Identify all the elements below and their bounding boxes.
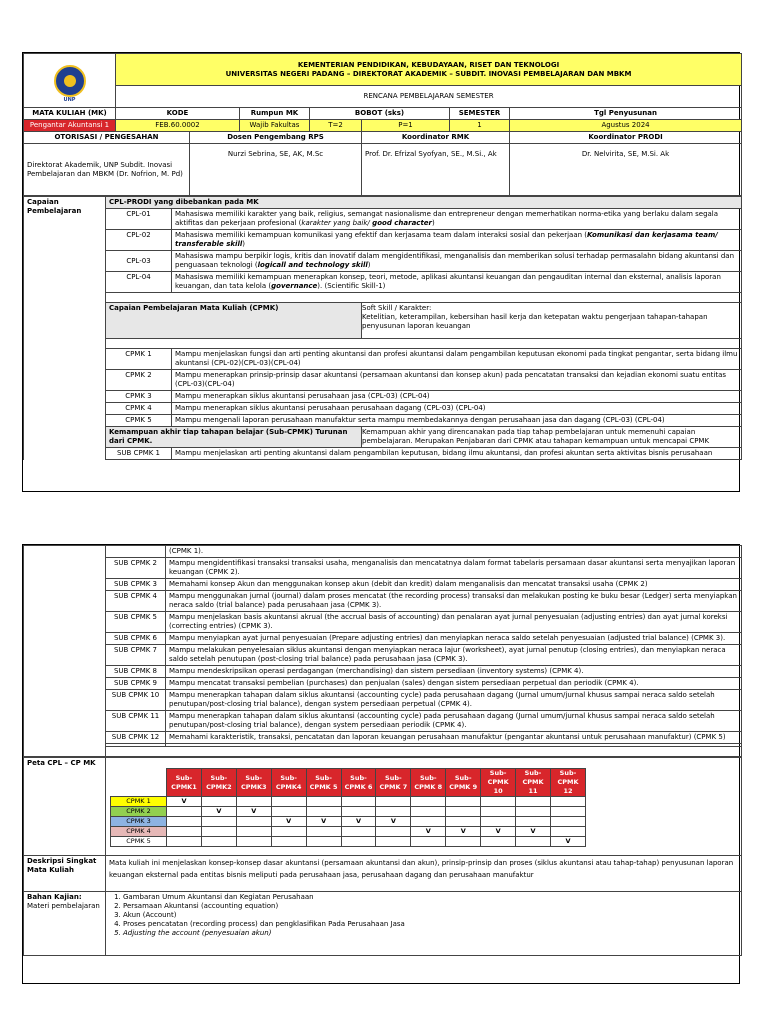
bahan-item: 3. Akun (Account) bbox=[123, 911, 738, 920]
map-cell bbox=[481, 817, 516, 827]
map-cell: V bbox=[411, 827, 446, 837]
bahan-list bbox=[123, 893, 738, 938]
prodi-label: Koordinator PRODI bbox=[510, 132, 742, 144]
course-date: Agustus 2024 bbox=[510, 120, 742, 132]
sub-cpmk-code: SUB CPMK 4 bbox=[106, 591, 166, 612]
course-name: Pengantar Akuntansi 1 bbox=[24, 120, 116, 132]
cpmk-code: CPMK 5 bbox=[106, 415, 172, 427]
col-mk: MATA KULIAH (MK) bbox=[24, 108, 116, 120]
unp-logo-icon: UNP bbox=[54, 65, 86, 97]
map-cell bbox=[411, 797, 446, 807]
sub-cpmk-text: Mampu menjelaskan basis akuntansi akrual (the accrual basis of accounting) dan penalaran ayat jurnal penyesuaian (adjusting entries) dan ayat jurnal koreksi (correcting entries) (CPMK 3). bbox=[166, 612, 742, 633]
map-cell bbox=[236, 817, 271, 827]
map-cell bbox=[201, 837, 236, 847]
map-cell bbox=[341, 827, 376, 837]
map-corner bbox=[111, 769, 167, 797]
soft-skill bbox=[362, 303, 742, 339]
cpl-text: Mahasiswa memiliki karakter yang baik, religius, semangat nasionalisme dan entrepreneur dengan memerhatikan norma-etika yang berlaku dalam segala aktifitas dan pekerjaan profesional (karakter yang baik/ good character) bbox=[172, 209, 742, 230]
col-semester: SEMESTER bbox=[450, 108, 510, 120]
map-row-label: CPMK 4 bbox=[111, 827, 167, 837]
spacer-row bbox=[106, 747, 742, 757]
col-rumpun: Rumpun MK bbox=[240, 108, 310, 120]
map-cell bbox=[306, 837, 341, 847]
map-cell bbox=[236, 827, 271, 837]
course-semester: 1 bbox=[450, 120, 510, 132]
sub-cpmk-code: SUB CPMK 8 bbox=[106, 666, 166, 678]
bahan-label: Bahan Kajian: bbox=[27, 893, 82, 901]
spacer-row bbox=[106, 339, 742, 349]
course-p: P=1 bbox=[362, 120, 450, 132]
map-col-header: Sub-CPMK 10 bbox=[481, 769, 516, 797]
bahan-label-cell bbox=[24, 892, 106, 956]
map-cell bbox=[411, 837, 446, 847]
cpmk-text: Mampu menerapkan siklus akuntansi perusahaan jasa (CPL-03) (CPL-04) bbox=[172, 391, 742, 403]
cpmk-text: Mampu menerapkan prinsip-prinsip dasar akuntansi (persamaan akuntansi dan konsep akun) pada pencatatan transaksi dan kejadian ekonomi suatu entitas (CPL-03)(CPL-04) bbox=[172, 370, 742, 391]
deskripsi-label: Deskripsi Singkat Mata Kuliah bbox=[24, 856, 106, 892]
cpmk-text: Mampu mengenali laporan perusahaan manufaktur serta mampu membedakannya dengan perusahaan jasa dan dagang (CPL-03) (CPL-04) bbox=[172, 415, 742, 427]
bahan-sublabel: Materi pembelajaran bbox=[27, 902, 100, 910]
soft-skill-text: Ketelitian, keterampilan, kebersihan hasil kerja dan ketepatan waktu pengerjaan tahapan-tahapan penyusunan laporan keuangan bbox=[362, 313, 708, 330]
otorisasi-value: Direktorat Akademik, UNP Subdit. Inovasi Pembelajaran dan MBKM (Dr. Nofrion, M. Pd) bbox=[24, 144, 190, 196]
map-col-header: Sub-CPMK 5 bbox=[306, 769, 341, 797]
map-col-header: Sub-CPMK 11 bbox=[516, 769, 551, 797]
course-t: T=2 bbox=[310, 120, 362, 132]
map-col-header: Sub-CPMK 12 bbox=[550, 769, 585, 797]
bahan-item: 2. Persamaan Akuntansi (accounting equation) bbox=[123, 902, 738, 911]
map-cell bbox=[446, 817, 481, 827]
soft-skill-label: Soft Skill / Karakter: bbox=[362, 304, 432, 312]
sub-cpmk-text: Memahami konsep Akun dan menggunakan konsep akun (debit dan kredit) dalam menganalisis dan mencatat transaksi usaha (CPMK 2) bbox=[166, 579, 742, 591]
col-tgl: Tgl Penyusunan bbox=[510, 108, 742, 120]
sub-cpmk-code: SUB CPMK 5 bbox=[106, 612, 166, 633]
cpmk-text: Mampu menjelaskan fungsi dan arti penting akuntansi dan profesi akuntansi dalam pengambilan keputusan ekonomi pada tingkat pengantar, serta bidang ilmu akuntansi (CPL-02)(CPL-03)(CPL-04) bbox=[172, 349, 742, 370]
map-row-label: CPMK 1 bbox=[111, 797, 167, 807]
map-col-header: Sub-CPMK 8 bbox=[411, 769, 446, 797]
map-cell bbox=[271, 827, 306, 837]
map-cell bbox=[306, 807, 341, 817]
bahan-item: 4. Proses pencatatan (recording process) dan pengklasifikan Pada Perusahaan Jasa bbox=[123, 920, 738, 929]
rmk-label: Koordinator RMK bbox=[362, 132, 510, 144]
map-cell bbox=[167, 807, 202, 817]
logo-cell bbox=[24, 54, 116, 108]
bahan-item: 5. Adjusting the account (penyesuaian akun) bbox=[123, 929, 738, 938]
map-cell bbox=[341, 807, 376, 817]
map-cell bbox=[516, 797, 551, 807]
sub-cpmk-code: SUB CPMK 11 bbox=[106, 711, 166, 732]
sub-cpmk-text: Mampu mencatat transaksi pembelian (purchases) dan penjualan (sales) dengan sistem persediaan perpetual dan periodik (CPMK 4). bbox=[166, 678, 742, 690]
map-cell bbox=[167, 827, 202, 837]
map-cell bbox=[376, 807, 411, 817]
map-cell bbox=[516, 817, 551, 827]
map-cell bbox=[271, 837, 306, 847]
sub-cpmk-code: SUB CPMK 9 bbox=[106, 678, 166, 690]
map-cell bbox=[236, 837, 271, 847]
sub-cpmk-text: Mampu melakukan penyelesaian siklus akuntansi dengan menyiapkan neraca lajur (worksheet), ayat jurnal penutup (closing entries), dan menyiapkan neraca saldo setelah penutupan (post-closing trial balance) pada perusahaan jasa (CPMK 3). bbox=[166, 645, 742, 666]
map-col-header: Sub-CPMK1 bbox=[167, 769, 202, 797]
cpl-heading: CPL-PRODI yang dibebankan pada MK bbox=[106, 197, 742, 209]
map-col-header: Sub-CPMK 9 bbox=[446, 769, 481, 797]
sub-cpmk-text: Mampu mengidentifikasi transaksi transaksi usaha, menganalisis dan mencatatnya dalam format tabelaris persamaan dasar akuntansi serta menyajikan laporan keuangan (CPMK 2). bbox=[166, 558, 742, 579]
map-col-header: Sub-CPMK4 bbox=[271, 769, 306, 797]
map-cell bbox=[481, 797, 516, 807]
map-cell bbox=[550, 817, 585, 827]
map-cell bbox=[481, 837, 516, 847]
map-cell bbox=[341, 797, 376, 807]
sub-cpmk-text: Mampu menyiapkan ayat jurnal penyesuaian (Prepare adjusting entries) dan menyiapkan neraca saldo setelah penyesuaian (adjusted trial balance) (CPMK 3). bbox=[166, 633, 742, 645]
map-cell bbox=[411, 817, 446, 827]
map-cell: V bbox=[236, 807, 271, 817]
col-bobot: BOBOT (sks) bbox=[310, 108, 450, 120]
map-col-header: Sub-CPMK 6 bbox=[341, 769, 376, 797]
header-table bbox=[23, 53, 742, 196]
cpmk-text: Mampu menerapkan siklus akuntansi perusahaan perusahaan dagang (CPL-03) (CPL-04) bbox=[172, 403, 742, 415]
map-cell bbox=[201, 817, 236, 827]
spacer-row bbox=[106, 293, 742, 303]
map-cell: V bbox=[341, 817, 376, 827]
sub-cpmk-code: SUB CPMK 7 bbox=[106, 645, 166, 666]
map-cell: V bbox=[446, 827, 481, 837]
sub-cpmk-text: (CPMK 1). bbox=[166, 546, 742, 558]
prodi-value: Dr. Nelvirita, SE, M.Si. Ak bbox=[510, 144, 742, 196]
map-cell bbox=[446, 797, 481, 807]
header-line-2: UNIVERSITAS NEGERI PADANG – DIREKTORAT AKADEMIK – SUBDIT. INOVASI PEMBELAJARAN DAN MBKM bbox=[225, 69, 632, 78]
capaian-table bbox=[23, 196, 742, 460]
peta-table bbox=[23, 757, 742, 956]
left-gutter bbox=[24, 546, 106, 757]
dosen-label: Dosen Pengembang RPS bbox=[190, 132, 362, 144]
map-cell bbox=[236, 797, 271, 807]
cpl-text: Mahasiswa mampu berpikir logis, kritis dan inovatif dalam mengidentifikasi, menganalisis dan memberikan solusi terhadap permasalahn bidang akuntansi dan penguasaan teknologi (logicall and technology skill) bbox=[172, 251, 742, 272]
page-1 bbox=[22, 52, 740, 492]
map-col-header: Sub-CPMK 7 bbox=[376, 769, 411, 797]
sub-cpmk-code: SUB CPMK 10 bbox=[106, 690, 166, 711]
cpl-code: CPL-03 bbox=[106, 251, 172, 272]
sub-cpmk-code: SUB CPMK 2 bbox=[106, 558, 166, 579]
map-cell bbox=[306, 827, 341, 837]
map-cell bbox=[516, 837, 551, 847]
capaian-label: Capaian Pembelajaran bbox=[24, 197, 106, 460]
map-cell bbox=[201, 797, 236, 807]
map-row-label: CPMK 3 bbox=[111, 817, 167, 827]
cpmk-heading: Capaian Pembelajaran Mata Kuliah (CPMK) bbox=[106, 303, 362, 339]
map-cell: V bbox=[550, 837, 585, 847]
map-cell: V bbox=[481, 827, 516, 837]
sub-cpmk-code: SUB CPMK 6 bbox=[106, 633, 166, 645]
map-cell bbox=[516, 807, 551, 817]
map-cell: V bbox=[516, 827, 551, 837]
peta-label: Peta CPL – CP MK bbox=[24, 758, 106, 856]
sub-cpmk-code: SUB CPMK 1 bbox=[106, 448, 172, 460]
otorisasi-label: OTORISASI / PENGESAHAN bbox=[24, 132, 190, 144]
document-title: RENCANA PEMBELAJARAN SEMESTER bbox=[116, 86, 742, 108]
map-cell bbox=[376, 837, 411, 847]
map-cell bbox=[306, 797, 341, 807]
map-cell bbox=[376, 797, 411, 807]
map-cell: V bbox=[167, 797, 202, 807]
sub-cpmk-text: Mampu menerapkan tahapan dalam siklus akuntansi (accounting cycle) pada perusahaan dagang (Jurnal umum/jurnal khusus sampai neraca saldo setelah penutupan/post-closing trial balance), dengan system persediaan perpetual (CPMK 4). bbox=[166, 690, 742, 711]
peta-cell bbox=[106, 758, 742, 856]
cpmk-code: CPMK 3 bbox=[106, 391, 172, 403]
map-cell bbox=[341, 837, 376, 847]
cpl-text: Mahasiswa memiliki kemampuan komunikasi yang efektif dan kerjasama team dalam interaksi sosial dan pekerjaan (Komunikasi dan kerjasama team/ transferable skill) bbox=[172, 230, 742, 251]
sub-cpmk-description: Kemampuan akhir yang direncanakan pada tiap tahap pembelajaran untuk memenuhi capaian pembelajaran. Merupakan Penjabaran dari CPMK atau tahapan kemampuan untuk mencapai CPMK bbox=[362, 427, 742, 448]
sub-cpmk-text: Mampu mendeskripsikan operasi perdagangan (merchandising) dan sistem persediaan (inventory systems) (CPMK 4). bbox=[166, 666, 742, 678]
map-cell bbox=[481, 807, 516, 817]
map-row-label: CPMK 5 bbox=[111, 837, 167, 847]
map-cell bbox=[411, 807, 446, 817]
map-cell bbox=[446, 807, 481, 817]
map-cell bbox=[201, 827, 236, 837]
sub-cpmk-heading: Kemampuan akhir tiap tahapan belajar (Sub-CPMK) Turunan dari CPMK. bbox=[106, 427, 362, 448]
sub-cpmk-text: Mampu menjelaskan arti penting akuntansi dalam pengambilan keputusan, bidang ilmu akuntansi, dan profesi akuntan serta aktivitas bisnis perusahaan bbox=[172, 448, 742, 460]
page-2 bbox=[22, 544, 740, 984]
map-cell bbox=[167, 817, 202, 827]
col-kode: KODE bbox=[116, 108, 240, 120]
deskripsi-text: Mata kuliah ini menjelaskan konsep-konsep dasar akuntansi (persamaan akuntansi dan akun), prinsip-prinsip dan proses (siklus akuntansi atau tahap-tahap) penyusunan laporan keuangan eksternal pada entitas bisnis meliputi pada perusahaan jasa, perusahaan dagang dan perusahaan manufaktur bbox=[106, 856, 742, 892]
map-cell bbox=[271, 807, 306, 817]
map-col-header: Sub-CPMK3 bbox=[236, 769, 271, 797]
cpl-text: Mahasiswa memiliki kemampuan menerapkan konsep, teori, metode, aplikasi akuntansi keuangan dan pengauditan internal dan eksternal, analisis laporan keuangan, dan tata kelola (governance). (Scientific Skill-1) bbox=[172, 272, 742, 293]
header-line-1: KEMENTERIAN PENDIDIKAN, KEBUDAYAAN, RISET DAN TEKNOLOGI bbox=[297, 60, 560, 69]
map-col-header: Sub-CPMK2 bbox=[201, 769, 236, 797]
course-rumpun: Wajib Fakultas bbox=[240, 120, 310, 132]
map-cell: V bbox=[271, 817, 306, 827]
map-cell bbox=[376, 827, 411, 837]
sub-cpmk-table bbox=[23, 545, 742, 757]
cpl-code: CPL-01 bbox=[106, 209, 172, 230]
sub-cpmk-text: Mampu menerapkan tahapan dalam siklus akuntansi (accounting cycle) pada perusahaan dagang (Jurnal umum/jurnal khusus sampai neraca saldo setelah penutupan/post-closing trial balance), dengan system persediaan periodik (CPMK 4). bbox=[166, 711, 742, 732]
cpmk-code: CPMK 4 bbox=[106, 403, 172, 415]
course-code: FEB.60.0002 bbox=[116, 120, 240, 132]
map-row-label: CPMK 2 bbox=[111, 807, 167, 817]
cpmk-code: CPMK 2 bbox=[106, 370, 172, 391]
sub-cpmk-code: SUB CPMK 12 bbox=[106, 732, 166, 744]
cpl-cpmk-map bbox=[110, 768, 586, 847]
institution-header bbox=[116, 54, 742, 86]
map-cell bbox=[550, 797, 585, 807]
map-cell bbox=[271, 797, 306, 807]
map-cell bbox=[167, 837, 202, 847]
cpl-code: CPL-04 bbox=[106, 272, 172, 293]
rmk-value: Prof. Dr. Efrizal Syofyan, SE., M.Si., Ak bbox=[362, 144, 510, 196]
sub-cpmk-text: Mampu menggunakan jurnal (journal) dalam proses mencatat (the recording process) transaksi dan melakukan posting ke buku besar (Ledger) serta menyiapkan neraca saldo (trial balance) pada perusahaan jasa (CPMK 3). bbox=[166, 591, 742, 612]
sub-cpmk-text: Memahami karakteristik, transaksi, pencatatan dan laporan keuangan perusahaan manufaktur (pengantar akuntansi untuk perusahaan manufaktur) (CPMK 5) bbox=[166, 732, 742, 744]
cpl-code: CPL-02 bbox=[106, 230, 172, 251]
map-cell: V bbox=[201, 807, 236, 817]
map-cell bbox=[550, 827, 585, 837]
bahan-list-cell bbox=[106, 892, 742, 956]
bahan-item: 1. Gambaran Umum Akuntansi dan Kegiatan Perusahaan bbox=[123, 893, 738, 902]
sub-cpmk-code bbox=[106, 546, 166, 558]
cpmk-code: CPMK 1 bbox=[106, 349, 172, 370]
map-cell bbox=[550, 807, 585, 817]
map-cell bbox=[446, 837, 481, 847]
dosen-value: Nurzi Sebrina, SE, AK, M.Sc bbox=[190, 144, 362, 196]
map-cell: V bbox=[376, 817, 411, 827]
sub-cpmk-code: SUB CPMK 3 bbox=[106, 579, 166, 591]
map-cell: V bbox=[306, 817, 341, 827]
